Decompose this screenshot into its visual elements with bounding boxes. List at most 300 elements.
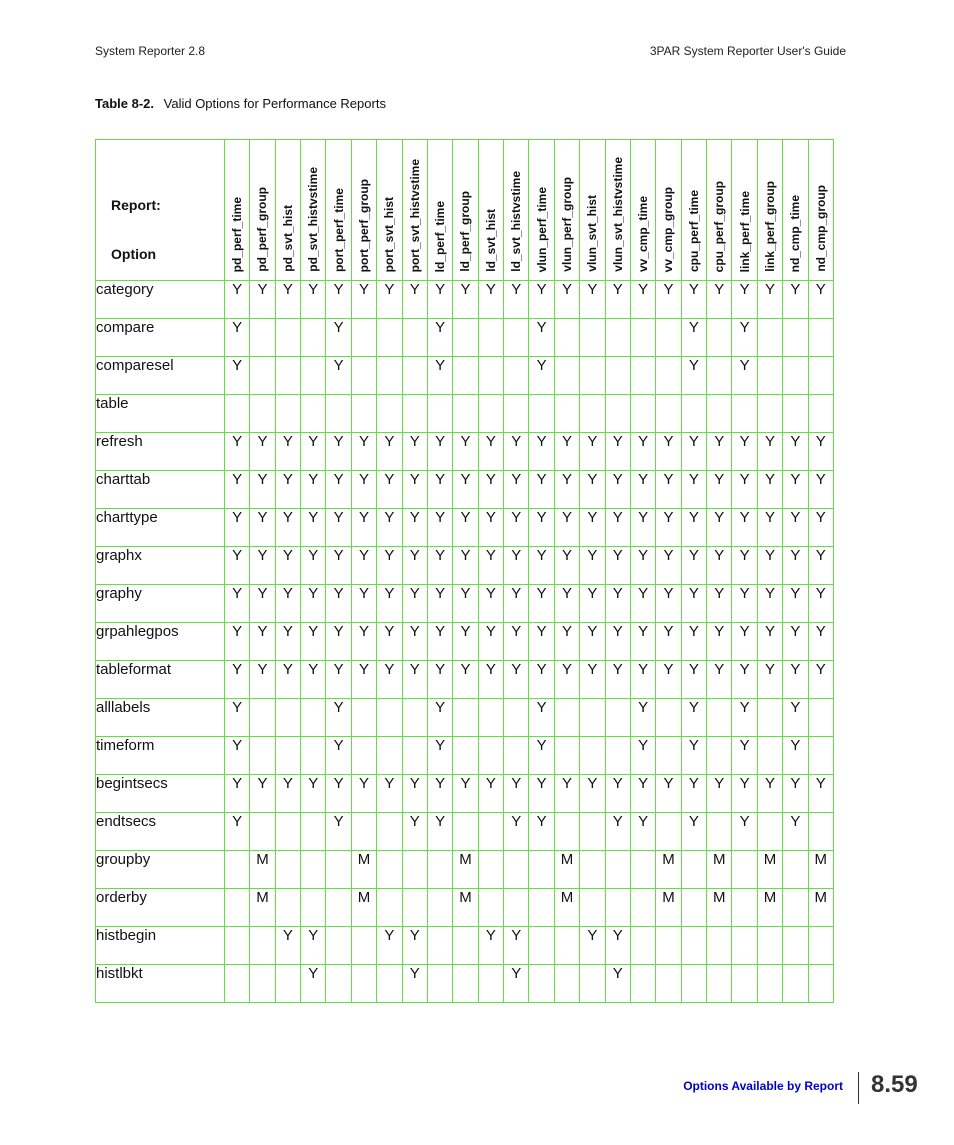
- table-cell: [656, 737, 681, 775]
- column-header: [427, 140, 452, 281]
- table-cell: Y: [656, 547, 681, 585]
- table-cell: [453, 813, 478, 851]
- table-cell: Y: [605, 509, 630, 547]
- table-cell: M: [453, 851, 478, 889]
- table-cell: [275, 965, 300, 1003]
- table-cell: Y: [301, 509, 326, 547]
- column-header-label: vlun_svt_hist: [585, 195, 600, 272]
- table-cell: Y: [402, 775, 427, 813]
- column-header-label: vlun_svt_histvstime: [610, 157, 625, 272]
- table-cell: Y: [580, 661, 605, 699]
- table-cell: [478, 813, 503, 851]
- table-cell: Y: [529, 699, 554, 737]
- table-cell: [377, 965, 402, 1003]
- table-cell: Y: [402, 813, 427, 851]
- table-cell: Y: [681, 699, 706, 737]
- table-cell: Y: [783, 661, 808, 699]
- table-cell: [580, 319, 605, 357]
- table-cell: [554, 395, 579, 433]
- table-cell: [377, 889, 402, 927]
- table-cell: [351, 965, 376, 1003]
- table-cell: Y: [707, 471, 732, 509]
- table-cell: Y: [326, 699, 351, 737]
- table-cell: Y: [427, 661, 452, 699]
- table-cell: Y: [427, 775, 452, 813]
- table-cell: Y: [224, 813, 249, 851]
- table-cell: Y: [630, 775, 655, 813]
- table-cell: Y: [757, 661, 782, 699]
- table-cell: Y: [402, 509, 427, 547]
- table-cell: [554, 737, 579, 775]
- table-cell: Y: [427, 623, 452, 661]
- table-cell: [630, 395, 655, 433]
- table-cell: Y: [732, 737, 757, 775]
- table-cell: Y: [757, 471, 782, 509]
- table-cell: Y: [504, 775, 529, 813]
- table-cell: Y: [681, 471, 706, 509]
- table-cell: [250, 927, 275, 965]
- table-cell: Y: [402, 623, 427, 661]
- table-cell: Y: [732, 433, 757, 471]
- column-header: [504, 140, 529, 281]
- table-cell: Y: [478, 509, 503, 547]
- table-cell: Y: [224, 357, 249, 395]
- table-cell: [275, 813, 300, 851]
- table-cell: Y: [478, 547, 503, 585]
- column-header-label: pd_svt_histvstime: [306, 167, 321, 272]
- table-cell: [377, 737, 402, 775]
- table-cell: Y: [453, 623, 478, 661]
- table-cell: Y: [351, 471, 376, 509]
- column-header: [250, 140, 275, 281]
- table-cell: [630, 357, 655, 395]
- table-cell: [427, 889, 452, 927]
- table-cell: [504, 699, 529, 737]
- table-cell: Y: [783, 281, 808, 319]
- table-cell: [377, 357, 402, 395]
- table-cell: Y: [783, 699, 808, 737]
- table-cell: Y: [808, 547, 833, 585]
- table-cell: Y: [250, 547, 275, 585]
- table-cell: Y: [783, 433, 808, 471]
- running-header-left: System Reporter 2.8: [95, 44, 206, 58]
- table-cell: M: [351, 889, 376, 927]
- table-cell: [605, 889, 630, 927]
- table-cell: Y: [326, 585, 351, 623]
- table-cell: Y: [504, 281, 529, 319]
- table-cell: [605, 357, 630, 395]
- column-header-label: pd_svt_hist: [280, 205, 295, 272]
- table-cell: Y: [224, 319, 249, 357]
- table-cell: [478, 319, 503, 357]
- table-cell: Y: [630, 585, 655, 623]
- table-cell: Y: [351, 775, 376, 813]
- table-cell: [453, 965, 478, 1003]
- table-cell: Y: [757, 281, 782, 319]
- column-header: [402, 140, 427, 281]
- table-cell: Y: [605, 281, 630, 319]
- row-option-label: table: [96, 395, 225, 433]
- table-cell: Y: [707, 585, 732, 623]
- table-cell: [427, 927, 452, 965]
- table-cell: [402, 851, 427, 889]
- table-cell: [580, 813, 605, 851]
- table-cell: Y: [504, 585, 529, 623]
- table-cell: Y: [707, 433, 732, 471]
- table-cell: Y: [453, 585, 478, 623]
- table-cell: Y: [757, 509, 782, 547]
- table-cell: [808, 357, 833, 395]
- table-cell: [656, 927, 681, 965]
- table-cell: [478, 965, 503, 1003]
- table-cell: [224, 851, 249, 889]
- report-axis-label: Report:: [111, 197, 161, 213]
- table-cell: [326, 965, 351, 1003]
- table-cell: Y: [301, 281, 326, 319]
- table-cell: Y: [707, 661, 732, 699]
- table-cell: Y: [427, 471, 452, 509]
- table-cell: [351, 699, 376, 737]
- table-cell: Y: [250, 281, 275, 319]
- table-cell: [783, 395, 808, 433]
- table-cell: [757, 813, 782, 851]
- table-cell: Y: [732, 319, 757, 357]
- table-cell: [402, 699, 427, 737]
- table-cell: Y: [250, 775, 275, 813]
- table-cell: [707, 927, 732, 965]
- table-cell: Y: [630, 737, 655, 775]
- table-header-row: [96, 140, 834, 281]
- table-cell: [529, 965, 554, 1003]
- table-cell: Y: [377, 661, 402, 699]
- column-header-label: ld_svt_hist: [483, 209, 498, 272]
- table-cell: Y: [529, 623, 554, 661]
- table-cell: [351, 319, 376, 357]
- table-cell: Y: [707, 281, 732, 319]
- table-cell: [681, 927, 706, 965]
- column-header-label: vv_cmp_time: [636, 195, 651, 272]
- table-cell: [478, 889, 503, 927]
- table-cell: Y: [783, 471, 808, 509]
- table-cell: [504, 889, 529, 927]
- table-cell: Y: [250, 585, 275, 623]
- table-cell: [326, 851, 351, 889]
- table-row: [96, 889, 834, 927]
- table-cell: Y: [250, 433, 275, 471]
- column-header: [453, 140, 478, 281]
- table-cell: Y: [351, 623, 376, 661]
- table-cell: Y: [630, 471, 655, 509]
- table-cell: [808, 699, 833, 737]
- table-cell: [808, 813, 833, 851]
- table-cell: Y: [605, 775, 630, 813]
- table-cell: Y: [529, 585, 554, 623]
- table-cell: Y: [707, 775, 732, 813]
- table-cell: Y: [630, 661, 655, 699]
- table-cell: Y: [504, 965, 529, 1003]
- table-cell: Y: [681, 585, 706, 623]
- table-cell: Y: [681, 813, 706, 851]
- table-cell: Y: [275, 927, 300, 965]
- table-cell: Y: [808, 661, 833, 699]
- table-cell: [554, 357, 579, 395]
- table-cell: [504, 395, 529, 433]
- table-cell: [656, 965, 681, 1003]
- table-cell: Y: [630, 699, 655, 737]
- row-option-label: refresh: [96, 433, 225, 471]
- table-cell: Y: [427, 509, 452, 547]
- table-cell: Y: [301, 927, 326, 965]
- table-cell: Y: [402, 547, 427, 585]
- table-cell: Y: [656, 509, 681, 547]
- column-header-label: link_perf_group: [762, 181, 777, 272]
- table-cell: Y: [478, 471, 503, 509]
- table-cell: Y: [301, 471, 326, 509]
- column-header-label: vlun_perf_group: [559, 177, 574, 272]
- table-cell: [707, 357, 732, 395]
- table-cell: Y: [351, 281, 376, 319]
- option-axis-label: Option: [111, 246, 157, 262]
- table-cell: [250, 357, 275, 395]
- table-cell: Y: [554, 471, 579, 509]
- column-header-label: ld_svt_histvstime: [509, 171, 524, 272]
- row-option-label: endtsecs: [96, 813, 225, 851]
- table-cell: Y: [377, 775, 402, 813]
- table-cell: Y: [757, 585, 782, 623]
- table-cell: Y: [757, 433, 782, 471]
- table-cell: Y: [224, 509, 249, 547]
- row-option-label: histlbkt: [96, 965, 225, 1003]
- table-cell: [580, 737, 605, 775]
- table-cell: Y: [757, 623, 782, 661]
- table-cell: [402, 889, 427, 927]
- table-cell: Y: [427, 357, 452, 395]
- table-cell: [529, 395, 554, 433]
- row-option-label: comparesel: [96, 357, 225, 395]
- table-cell: Y: [630, 623, 655, 661]
- table-cell: [554, 927, 579, 965]
- table-cell: Y: [351, 585, 376, 623]
- column-header: [275, 140, 300, 281]
- column-header: [808, 140, 833, 281]
- row-option-label: grpahlegpos: [96, 623, 225, 661]
- table-cell: Y: [605, 547, 630, 585]
- table-cell: Y: [707, 509, 732, 547]
- table-cell: Y: [326, 547, 351, 585]
- column-header: [630, 140, 655, 281]
- table-cell: Y: [681, 509, 706, 547]
- table-cell: Y: [326, 319, 351, 357]
- table-cell: Y: [326, 737, 351, 775]
- column-header: [605, 140, 630, 281]
- table-cell: [783, 889, 808, 927]
- column-header-label: port_perf_group: [356, 178, 371, 272]
- table-cell: Y: [656, 775, 681, 813]
- table-cell: Y: [681, 623, 706, 661]
- table-cell: Y: [326, 775, 351, 813]
- table-row: [96, 775, 834, 813]
- table-cell: Y: [580, 775, 605, 813]
- table-cell: [783, 965, 808, 1003]
- row-option-label: groupby: [96, 851, 225, 889]
- table-row: [96, 927, 834, 965]
- column-header-label: port_svt_histvstime: [407, 158, 422, 272]
- column-header-label: vlun_perf_time: [534, 186, 549, 272]
- table-cell: [453, 357, 478, 395]
- table-cell: [580, 965, 605, 1003]
- table-cell: Y: [732, 585, 757, 623]
- table-cell: Y: [529, 737, 554, 775]
- table-cell: Y: [377, 927, 402, 965]
- table-cell: [656, 813, 681, 851]
- table-cell: Y: [250, 623, 275, 661]
- table-cell: [478, 737, 503, 775]
- table-cell: Y: [554, 585, 579, 623]
- table-cell: Y: [681, 357, 706, 395]
- column-header: [554, 140, 579, 281]
- table-cell: [351, 927, 376, 965]
- table-cell: Y: [732, 471, 757, 509]
- table-cell: M: [808, 851, 833, 889]
- table-cell: [630, 319, 655, 357]
- table-cell: Y: [275, 585, 300, 623]
- table-cell: Y: [529, 281, 554, 319]
- table-cell: [605, 851, 630, 889]
- corner-header: [96, 140, 225, 281]
- table-cell: Y: [605, 585, 630, 623]
- table-cell: Y: [808, 509, 833, 547]
- table-cell: Y: [402, 585, 427, 623]
- table-cell: Y: [224, 547, 249, 585]
- table-cell: M: [351, 851, 376, 889]
- table-cell: Y: [478, 775, 503, 813]
- table-cell: Y: [808, 433, 833, 471]
- table-body: [96, 281, 834, 1003]
- table-cell: Y: [808, 585, 833, 623]
- table-cell: Y: [681, 547, 706, 585]
- table-cell: [275, 395, 300, 433]
- table-cell: [554, 319, 579, 357]
- column-header: [707, 140, 732, 281]
- table-cell: Y: [427, 585, 452, 623]
- table-cell: Y: [605, 927, 630, 965]
- table-cell: Y: [478, 585, 503, 623]
- table-row: [96, 433, 834, 471]
- table-cell: [351, 813, 376, 851]
- table-cell: Y: [580, 547, 605, 585]
- table-cell: Y: [224, 471, 249, 509]
- table-cell: M: [656, 889, 681, 927]
- table-cell: Y: [808, 623, 833, 661]
- table-cell: [275, 319, 300, 357]
- table-cell: [757, 395, 782, 433]
- table-row: [96, 623, 834, 661]
- table-cell: [377, 395, 402, 433]
- table-cell: Y: [275, 433, 300, 471]
- table-cell: [301, 813, 326, 851]
- table-cell: Y: [453, 775, 478, 813]
- column-header-label: port_perf_time: [331, 187, 346, 272]
- row-option-label: alllabels: [96, 699, 225, 737]
- table-cell: [402, 319, 427, 357]
- row-option-label: graphx: [96, 547, 225, 585]
- table-cell: Y: [301, 433, 326, 471]
- table-cell: [681, 395, 706, 433]
- table-cell: [504, 737, 529, 775]
- column-header: [529, 140, 554, 281]
- table-cell: Y: [529, 661, 554, 699]
- table-cell: Y: [402, 281, 427, 319]
- table-cell: Y: [580, 433, 605, 471]
- table-cell: Y: [554, 547, 579, 585]
- table-cell: Y: [504, 623, 529, 661]
- column-header-label: port_svt_hist: [382, 196, 397, 272]
- table-cell: Y: [808, 775, 833, 813]
- table-cell: Y: [275, 623, 300, 661]
- table-cell: Y: [681, 661, 706, 699]
- table-cell: M: [757, 851, 782, 889]
- table-cell: Y: [707, 623, 732, 661]
- table-cell: Y: [732, 775, 757, 813]
- table-cell: M: [250, 889, 275, 927]
- table-row: [96, 585, 834, 623]
- table-cell: [529, 889, 554, 927]
- table-cell: M: [757, 889, 782, 927]
- table-cell: Y: [326, 433, 351, 471]
- table-cell: [554, 699, 579, 737]
- table-cell: Y: [326, 357, 351, 395]
- table-cell: Y: [504, 813, 529, 851]
- table-cell: Y: [783, 547, 808, 585]
- running-header-right: 3PAR System Reporter User's Guide: [649, 44, 846, 58]
- table-cell: [605, 699, 630, 737]
- column-header-label: cpu_perf_time: [686, 189, 701, 272]
- table-cell: [580, 699, 605, 737]
- table-cell: Y: [275, 547, 300, 585]
- table-cell: Y: [453, 547, 478, 585]
- column-header-label: link_perf_time: [737, 190, 752, 272]
- table-cell: Y: [580, 509, 605, 547]
- table-cell: Y: [681, 775, 706, 813]
- table-cell: Y: [402, 471, 427, 509]
- table-cell: Y: [656, 281, 681, 319]
- table-cell: [529, 927, 554, 965]
- table-cell: Y: [301, 775, 326, 813]
- table-cell: Y: [732, 509, 757, 547]
- table-cell: [580, 851, 605, 889]
- table-cell: [478, 851, 503, 889]
- table-cell: [783, 851, 808, 889]
- table-row: [96, 851, 834, 889]
- table-caption-text: Valid Options for Performance Reports: [163, 96, 386, 111]
- table-cell: M: [554, 851, 579, 889]
- table-cell: Y: [224, 281, 249, 319]
- table-cell: Y: [529, 471, 554, 509]
- row-option-label: timeform: [96, 737, 225, 775]
- table-cell: Y: [681, 433, 706, 471]
- table-cell: [504, 851, 529, 889]
- table-cell: [427, 965, 452, 1003]
- table-row: [96, 281, 834, 319]
- table-cell: Y: [529, 547, 554, 585]
- row-option-label: charttab: [96, 471, 225, 509]
- table-cell: Y: [301, 623, 326, 661]
- table-row: [96, 737, 834, 775]
- table-cell: [275, 357, 300, 395]
- table-cell: Y: [732, 357, 757, 395]
- table-cell: Y: [504, 509, 529, 547]
- table-cell: [326, 927, 351, 965]
